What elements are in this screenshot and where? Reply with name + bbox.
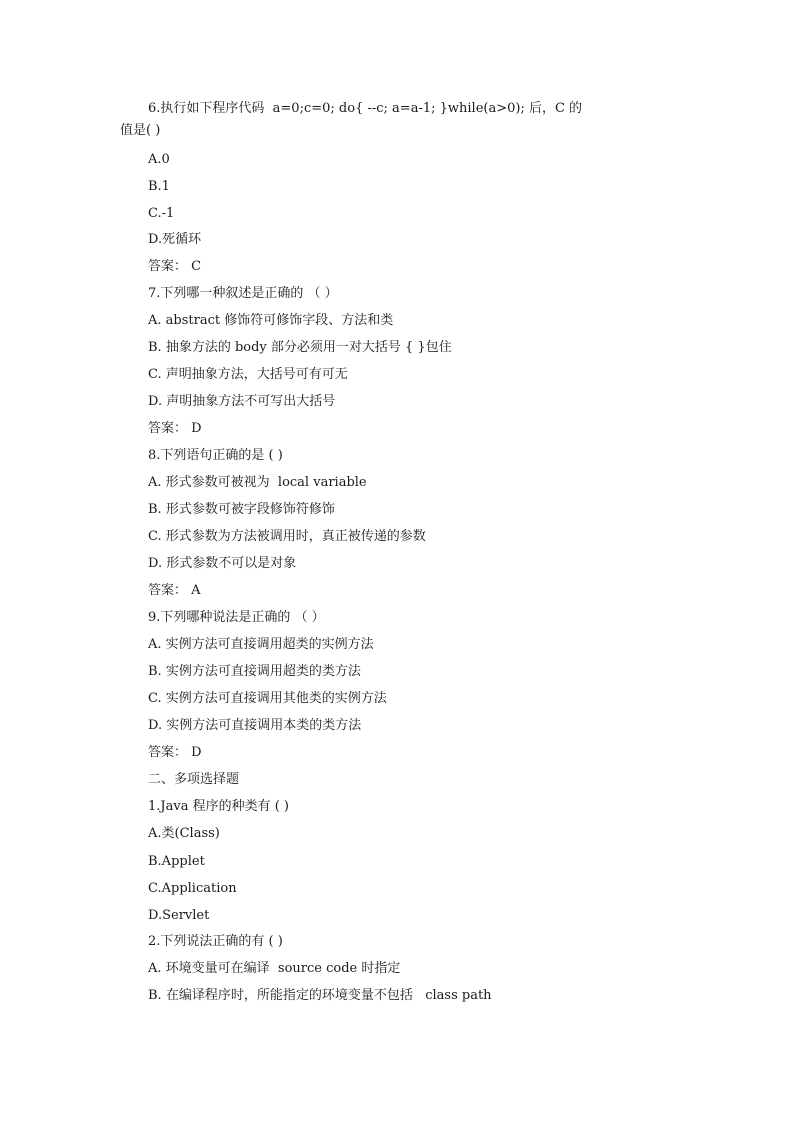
question-7-option-b: B. 抽象方法的 body 部分必须用一对大括号 { }包住 (148, 340, 452, 355)
question-6-stem-line-1: 6.执行如下程序代码 a=0;c=0; do{ --c; a=a-1; }while(a>0); 后，C 的 (148, 101, 583, 116)
question-7-option-a: A. abstract 修饰符可修饰字段、方法和类 (148, 313, 394, 328)
question-9-option-d: D. 实例方法可直接调用本类的类方法 (148, 718, 362, 733)
question-6-option-a: A.0 (148, 152, 170, 167)
question-7-option-c: C. 声明抽象方法，大括号可有可无 (148, 367, 348, 382)
question-8-option-c: C. 形式参数为方法被调用时，真正被传递的参数 (148, 529, 426, 544)
question-9-option-a: A. 实例方法可直接调用超类的实例方法 (148, 637, 374, 652)
mc-question-2-stem: 2.下列说法正确的有 ( ) (148, 934, 283, 949)
mc-question-2-option-b: B. 在编译程序时，所能指定的环境变量不包括 class path (148, 988, 492, 1003)
question-7-stem: 7.下列哪一种叙述是正确的 （ ） (148, 286, 338, 301)
question-8-stem: 8.下列语句正确的是 ( ) (148, 448, 283, 463)
question-8-option-d: D. 形式参数不可以是对象 (148, 556, 297, 571)
question-7-answer: 答案： D (148, 421, 202, 436)
question-8-option-a: A. 形式参数可被视为 local variable (148, 475, 367, 490)
mc-question-1-option-a: A.类(Class) (148, 826, 220, 841)
question-9-option-c: C. 实例方法可直接调用其他类的实例方法 (148, 691, 387, 706)
question-9-stem: 9.下列哪种说法是正确的 （ ） (148, 610, 325, 625)
question-6-option-c: C.-1 (148, 206, 175, 221)
mc-question-1-option-d: D.Servlet (148, 908, 210, 923)
question-9-option-b: B. 实例方法可直接调用超类的类方法 (148, 664, 361, 679)
mc-question-2-option-a: A. 环境变量可在编译 source code 时指定 (148, 961, 401, 976)
question-6-option-d: D.死循环 (148, 232, 202, 247)
question-7-option-d: D. 声明抽象方法不可写出大括号 (148, 394, 336, 409)
mc-question-1-stem: 1.Java 程序的种类有 ( ) (148, 799, 290, 814)
mc-question-1-option-b: B.Applet (148, 854, 205, 869)
question-6-stem-line-2: 值是( ) (120, 123, 161, 138)
question-9-answer: 答案： D (148, 745, 202, 760)
section-heading-multiple-choice: 二、多项选择题 (148, 772, 240, 787)
mc-question-1-option-c: C.Application (148, 881, 237, 896)
question-6-answer: 答案： C (148, 259, 202, 274)
question-6-option-b: B.1 (148, 179, 170, 194)
question-8-option-b: B. 形式参数可被字段修饰符修饰 (148, 502, 335, 517)
question-8-answer: 答案： A (148, 583, 201, 598)
